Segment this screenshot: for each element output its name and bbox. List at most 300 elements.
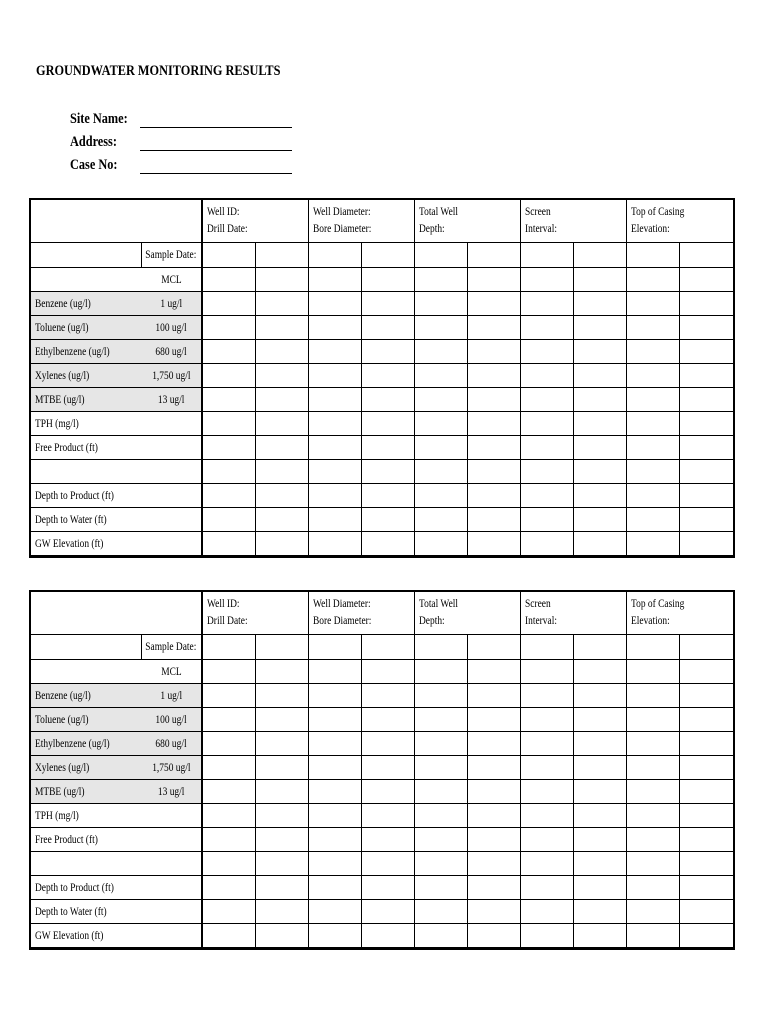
data-cell[interactable] [520,876,573,900]
table-row [31,756,733,780]
mcl-value [141,852,202,876]
data-cell[interactable] [467,436,520,460]
header-line2: Bore Diameter: [312,223,371,235]
data-cell[interactable] [573,732,626,756]
data-cell[interactable] [679,388,733,412]
data-cell[interactable] [361,732,414,756]
data-cell[interactable] [361,852,414,876]
data-cell[interactable] [308,412,361,436]
data-cell[interactable] [467,852,520,876]
data-cell[interactable] [255,340,308,364]
data-cell[interactable] [573,660,626,684]
data-cell[interactable] [626,268,679,292]
data-cell[interactable] [202,460,255,484]
row-label [31,388,141,412]
data-cell[interactable] [414,292,467,316]
data-cell[interactable] [361,292,414,316]
data-cell[interactable] [573,316,626,340]
row-label-text: Xylenes (ug/l) [35,369,90,382]
data-cell[interactable] [255,508,308,532]
data-cell[interactable] [467,708,520,732]
data-cell[interactable] [255,684,308,708]
page-title: GROUNDWATER MONITORING RESULTS [36,63,281,79]
data-cell[interactable] [308,828,361,852]
data-cell[interactable] [202,708,255,732]
data-cell[interactable] [308,460,361,484]
data-cell[interactable] [202,660,255,684]
data-cell[interactable] [361,484,414,508]
data-cell[interactable] [626,708,679,732]
data-cell[interactable] [308,924,361,948]
data-cell[interactable] [255,436,308,460]
data-cell[interactable] [467,340,520,364]
data-cell[interactable] [467,388,520,412]
data-cell[interactable] [414,436,467,460]
data-cell[interactable] [414,340,467,364]
data-cell[interactable] [467,364,520,388]
data-cell[interactable] [520,732,573,756]
data-cell[interactable] [573,804,626,828]
data-cell[interactable] [255,804,308,828]
data-cell[interactable] [414,660,467,684]
data-cell[interactable] [679,876,733,900]
row-label [31,508,141,532]
data-cell[interactable] [202,484,255,508]
data-cell[interactable] [255,708,308,732]
data-cell[interactable] [626,828,679,852]
data-cell[interactable] [202,364,255,388]
data-cell[interactable] [626,732,679,756]
data-cell[interactable] [467,876,520,900]
data-cell[interactable] [573,828,626,852]
data-cell[interactable] [361,508,414,532]
data-cell[interactable] [361,268,414,292]
mcl-value [141,484,202,508]
data-cell[interactable] [255,412,308,436]
data-cell[interactable] [679,708,733,732]
data-cell[interactable] [679,804,733,828]
data-cell[interactable] [308,876,361,900]
data-cell[interactable] [414,756,467,780]
data-cell[interactable] [308,756,361,780]
data-cell[interactable] [520,684,573,708]
data-cell[interactable] [573,268,626,292]
sample-date-cell[interactable] [255,243,308,268]
data-cell[interactable] [255,388,308,412]
data-cell[interactable] [308,436,361,460]
mcl-label [141,268,202,292]
data-cell[interactable] [467,316,520,340]
sample-date-cell[interactable] [679,243,733,268]
table-row [31,684,733,708]
data-cell[interactable] [308,508,361,532]
header-line1: Well ID: [207,206,240,218]
data-cell[interactable] [202,316,255,340]
data-cell[interactable] [308,684,361,708]
data-cell[interactable] [679,508,733,532]
data-cell[interactable] [467,292,520,316]
data-cell[interactable] [520,660,573,684]
data-cell[interactable] [679,828,733,852]
data-cell[interactable] [414,484,467,508]
data-cell[interactable] [573,364,626,388]
data-cell[interactable] [255,852,308,876]
data-cell[interactable] [202,780,255,804]
sample-date-cell[interactable] [626,243,679,268]
data-cell[interactable] [520,804,573,828]
data-cell[interactable] [679,780,733,804]
table-row [31,316,733,340]
mcl-value [141,708,202,732]
data-cell[interactable] [520,484,573,508]
data-cell[interactable] [626,364,679,388]
data-cell[interactable] [520,924,573,948]
data-cell[interactable] [414,508,467,532]
data-cell[interactable] [308,268,361,292]
data-cell[interactable] [520,388,573,412]
data-cell[interactable] [573,412,626,436]
data-cell[interactable] [414,460,467,484]
data-cell[interactable] [308,732,361,756]
header-line1: Screen [524,598,551,610]
data-cell[interactable] [626,532,679,556]
data-cell[interactable] [361,708,414,732]
data-cell[interactable] [520,708,573,732]
data-cell[interactable] [414,316,467,340]
data-cell[interactable] [202,828,255,852]
data-cell[interactable] [414,924,467,948]
row-label [31,780,141,804]
data-cell[interactable] [361,460,414,484]
data-cell[interactable] [573,924,626,948]
header-line1: Top of Casing [630,206,684,218]
data-cell[interactable] [626,340,679,364]
data-cell[interactable] [255,316,308,340]
data-cell[interactable] [255,532,308,556]
data-cell[interactable] [255,484,308,508]
sample-date-cell[interactable] [414,243,467,268]
address-field[interactable] [140,150,292,151]
data-cell[interactable] [361,924,414,948]
data-cell[interactable] [202,924,255,948]
data-cell[interactable] [679,732,733,756]
data-cell[interactable] [414,828,467,852]
row-label-text: GW Elevation (ft) [35,537,104,550]
data-cell[interactable] [520,292,573,316]
table-row [31,876,733,900]
data-cell[interactable] [255,828,308,852]
data-cell[interactable] [520,756,573,780]
data-cell[interactable] [573,852,626,876]
sample-date-cell[interactable] [467,243,520,268]
row-label-text: Benzene (ug/l) [35,689,91,702]
data-cell[interactable] [308,852,361,876]
data-cell[interactable] [202,340,255,364]
data-cell[interactable] [361,828,414,852]
sample-date-cell[interactable] [361,243,414,268]
data-cell[interactable] [520,900,573,924]
data-cell[interactable] [626,316,679,340]
sample-date-cell[interactable] [308,635,361,660]
data-cell[interactable] [255,460,308,484]
data-cell[interactable] [255,756,308,780]
data-cell[interactable] [467,684,520,708]
data-cell[interactable] [202,508,255,532]
sample-date-cell[interactable] [520,243,573,268]
data-cell[interactable] [679,900,733,924]
sample-date-cell[interactable] [202,635,255,660]
data-cell[interactable] [573,292,626,316]
data-cell[interactable] [573,900,626,924]
data-cell[interactable] [679,684,733,708]
sample-date-cell[interactable] [202,243,255,268]
data-cell[interactable] [467,460,520,484]
sample-date-cell[interactable] [255,635,308,660]
data-cell[interactable] [255,364,308,388]
data-cell[interactable] [626,900,679,924]
row-label [31,460,141,484]
data-cell[interactable] [573,388,626,412]
data-cell[interactable] [573,532,626,556]
table-row [31,460,733,484]
monitoring-table-1 [29,198,735,558]
data-cell[interactable] [573,340,626,364]
data-cell[interactable] [414,532,467,556]
sample-date-text: Sample Date: [144,249,196,261]
data-cell[interactable] [308,340,361,364]
sample-date-blank [31,635,141,660]
data-cell[interactable] [414,388,467,412]
data-cell[interactable] [520,532,573,556]
row-label [31,924,141,948]
data-cell[interactable] [520,436,573,460]
data-cell[interactable] [467,756,520,780]
data-cell[interactable] [467,660,520,684]
data-cell[interactable] [308,316,361,340]
data-cell[interactable] [202,732,255,756]
data-cell[interactable] [573,436,626,460]
data-cell[interactable] [361,900,414,924]
data-cell[interactable] [679,484,733,508]
data-cell[interactable] [414,780,467,804]
data-cell[interactable] [626,292,679,316]
data-cell[interactable] [679,660,733,684]
data-cell[interactable] [361,340,414,364]
data-cell[interactable] [626,684,679,708]
data-cell[interactable] [573,684,626,708]
data-cell[interactable] [414,684,467,708]
sample-date-cell[interactable] [520,635,573,660]
data-cell[interactable] [626,388,679,412]
data-cell[interactable] [414,364,467,388]
row-label [31,708,141,732]
data-cell[interactable] [361,316,414,340]
data-cell[interactable] [255,268,308,292]
data-cell[interactable] [414,732,467,756]
data-cell[interactable] [467,268,520,292]
data-cell[interactable] [626,876,679,900]
data-cell[interactable] [679,460,733,484]
data-cell[interactable] [202,532,255,556]
data-cell[interactable] [414,708,467,732]
table-row [31,436,733,460]
data-cell[interactable] [573,780,626,804]
data-cell[interactable] [626,436,679,460]
data-cell[interactable] [414,900,467,924]
data-cell[interactable] [202,292,255,316]
data-cell[interactable] [202,756,255,780]
data-cell[interactable] [520,508,573,532]
data-cell[interactable] [361,436,414,460]
data-cell[interactable] [414,268,467,292]
data-cell[interactable] [573,508,626,532]
data-cell[interactable] [202,900,255,924]
mcl-row-blank [31,268,141,292]
data-cell[interactable] [467,900,520,924]
mcl-value-text: 100 ug/l [155,321,187,334]
data-cell[interactable] [414,852,467,876]
data-cell[interactable] [255,924,308,948]
data-cell[interactable] [626,780,679,804]
data-cell[interactable] [255,660,308,684]
data-cell[interactable] [202,388,255,412]
data-cell[interactable] [573,876,626,900]
data-cell[interactable] [361,388,414,412]
mcl-value [141,340,202,364]
row-label [31,852,141,876]
data-cell[interactable] [255,780,308,804]
data-cell[interactable] [679,412,733,436]
data-cell[interactable] [308,292,361,316]
data-cell[interactable] [414,876,467,900]
mcl-value-text: 100 ug/l [155,713,187,726]
data-cell[interactable] [679,268,733,292]
data-cell[interactable] [573,460,626,484]
address-label: Address: [70,134,117,150]
data-cell[interactable] [361,660,414,684]
mcl-value [141,508,202,532]
data-cell[interactable] [520,340,573,364]
data-cell[interactable] [308,780,361,804]
data-cell[interactable] [202,852,255,876]
data-cell[interactable] [626,660,679,684]
data-cell[interactable] [467,732,520,756]
data-cell[interactable] [361,532,414,556]
row-label [31,804,141,828]
data-cell[interactable] [467,508,520,532]
data-cell[interactable] [679,924,733,948]
data-cell[interactable] [308,660,361,684]
data-cell[interactable] [361,364,414,388]
sample-date-cell[interactable] [308,243,361,268]
data-cell[interactable] [361,412,414,436]
sample-date-cell[interactable] [679,635,733,660]
data-cell[interactable] [467,412,520,436]
data-cell[interactable] [626,484,679,508]
data-cell[interactable] [202,268,255,292]
data-cell[interactable] [467,484,520,508]
data-cell[interactable] [467,532,520,556]
data-cell[interactable] [520,460,573,484]
data-cell[interactable] [626,756,679,780]
sample-date-cell[interactable] [573,243,626,268]
sample-date-cell[interactable] [573,635,626,660]
data-cell[interactable] [520,268,573,292]
mcl-value [141,292,202,316]
data-cell[interactable] [573,708,626,732]
data-cell[interactable] [679,436,733,460]
data-cell[interactable] [679,852,733,876]
data-cell[interactable] [679,532,733,556]
data-cell[interactable] [308,388,361,412]
data-cell[interactable] [467,780,520,804]
data-cell[interactable] [361,876,414,900]
data-cell[interactable] [202,684,255,708]
data-cell[interactable] [520,828,573,852]
data-cell[interactable] [202,804,255,828]
data-cell[interactable] [255,876,308,900]
data-cell[interactable] [308,484,361,508]
data-cell[interactable] [467,804,520,828]
data-cell[interactable] [626,508,679,532]
data-cell[interactable] [573,756,626,780]
data-cell[interactable] [361,684,414,708]
data-cell[interactable] [679,364,733,388]
data-cell[interactable] [308,708,361,732]
data-cell[interactable] [361,756,414,780]
data-cell[interactable] [467,828,520,852]
data-cell[interactable] [520,364,573,388]
data-cell[interactable] [202,436,255,460]
data-cell[interactable] [255,292,308,316]
data-cell[interactable] [626,412,679,436]
data-cell[interactable] [308,364,361,388]
data-cell[interactable] [202,412,255,436]
data-cell[interactable] [255,900,308,924]
data-cell[interactable] [520,852,573,876]
data-cell[interactable] [520,316,573,340]
sample-date-cell[interactable] [467,635,520,660]
sample-date-cell[interactable] [361,635,414,660]
data-cell[interactable] [679,340,733,364]
data-cell[interactable] [308,900,361,924]
data-cell[interactable] [414,804,467,828]
case-no-field[interactable] [140,173,292,174]
data-cell[interactable] [626,924,679,948]
data-cell[interactable] [626,460,679,484]
data-cell[interactable] [308,532,361,556]
data-cell[interactable] [255,732,308,756]
data-cell[interactable] [414,412,467,436]
data-cell[interactable] [308,804,361,828]
data-cell[interactable] [626,852,679,876]
data-cell[interactable] [679,292,733,316]
data-cell[interactable] [573,484,626,508]
data-cell[interactable] [361,780,414,804]
data-cell[interactable] [626,804,679,828]
data-cell[interactable] [467,924,520,948]
data-cell[interactable] [520,412,573,436]
data-cell[interactable] [679,756,733,780]
header-line2: Elevation: [630,615,670,627]
data-cell[interactable] [361,804,414,828]
data-cell[interactable] [202,876,255,900]
data-cell[interactable] [520,780,573,804]
data-cell[interactable] [679,316,733,340]
site-name-field[interactable] [140,127,292,128]
sample-date-cell[interactable] [414,635,467,660]
sample-date-cell[interactable] [626,635,679,660]
